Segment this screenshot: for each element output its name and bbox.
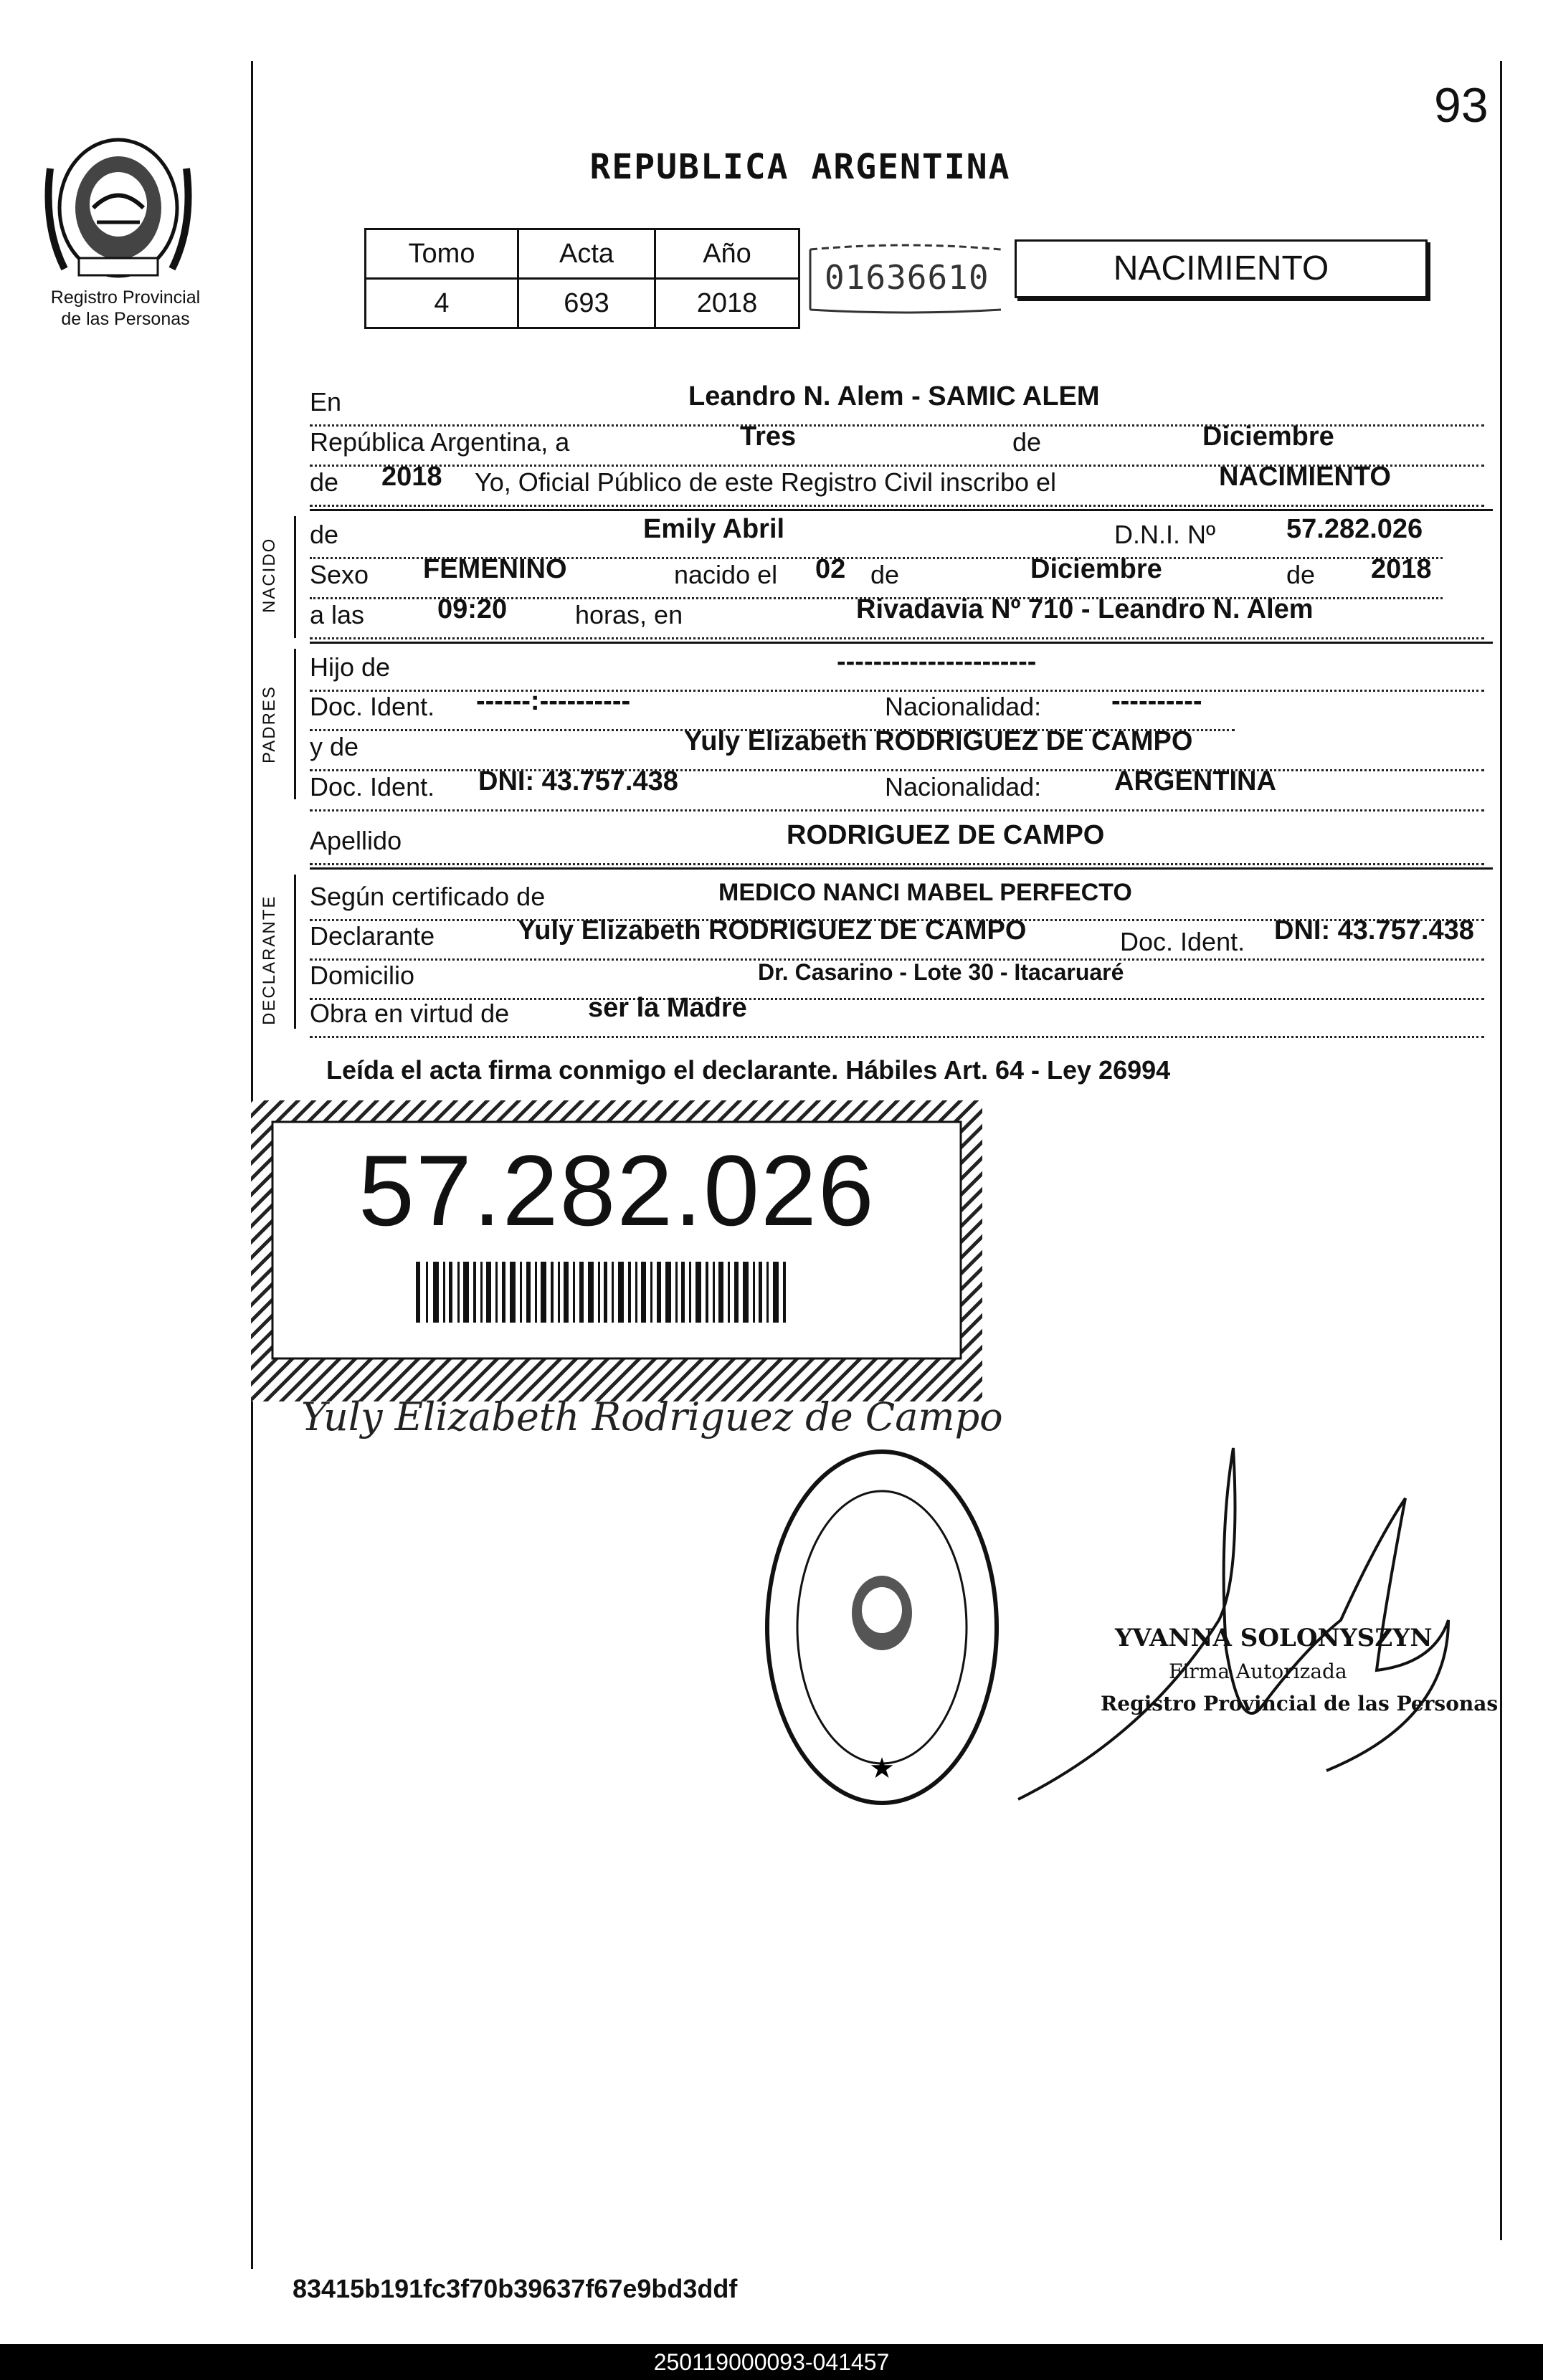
declarant-doc: DNI: 43.757.438	[1274, 915, 1474, 946]
day-value: Tres	[740, 422, 797, 452]
surname-value: RODRIGUEZ DE CAMPO	[787, 820, 1105, 850]
born-day: 02	[815, 554, 846, 584]
divider	[310, 867, 1493, 870]
born-month: Diciembre	[1030, 554, 1162, 584]
declarant-name: Yuly Elizabeth RODRIGUEZ DE CAMPO	[518, 915, 1027, 946]
location-value: Leandro N. Alem - SAMIC ALEM	[688, 381, 1100, 411]
place-value: Rivadavia Nº 710 - Leandro N. Alem	[856, 594, 1314, 624]
value-tomo: 4	[366, 279, 518, 328]
right-margin-line	[1500, 61, 1502, 2240]
closing-note: Leída el acta firma conmigo el declarante. Hábiles Art. 64 - Ley 26994	[326, 1055, 1171, 1085]
row-hijo: Hijo de ----------------------	[310, 652, 1484, 692]
value-anio: 2018	[655, 279, 799, 328]
father-name: ----------------------	[837, 647, 1037, 677]
row-doc1: Doc. Ident. ------:---------- Nacionalidad: ----------	[310, 692, 1235, 731]
row-nacido-sex: Sexo FEMENINO nacido el 02 de Diciembre de 2018	[310, 560, 1443, 599]
row-cert: Según certificado de MEDICO NANCI MABEL PERFECTO	[310, 882, 1484, 921]
divider	[310, 509, 1493, 511]
row-nacido-time: a las 09:20 horas, en Rivadavia Nº 710 - Leandro N. Alem	[310, 600, 1484, 639]
declarant-signature: Yuly Elizabeth Rodriguez de Campo	[301, 1394, 1003, 1439]
delegation-seal-icon	[753, 1441, 1011, 1814]
official-name: YVANNA SOLONYSZYN	[1115, 1624, 1433, 1652]
nacido-bracket	[294, 516, 296, 638]
row-nacido-name: de Emily Abril D.N.I. Nº 57.282.026	[310, 520, 1443, 559]
year-value: 2018	[381, 462, 442, 492]
org-name: Registro Provincial de las Personas	[50, 287, 201, 329]
time-value: 09:20	[437, 594, 508, 624]
header-tomo: Tomo	[366, 229, 518, 279]
divider	[310, 642, 1493, 644]
document-code-bar: 250119000093-041457	[0, 2344, 1543, 2380]
child-name: Emily Abril	[643, 514, 785, 544]
page-number: 93	[1434, 78, 1489, 133]
inscribo-value: NACIMIENTO	[1219, 462, 1391, 492]
svg-text:★: ★	[869, 1752, 895, 1785]
document-hash: 83415b191fc3f70b39637f67e9bd3ddf	[293, 2274, 738, 2303]
row-domicilio: Domicilio Dr. Casarino - Lote 30 - Itacaruaré	[310, 961, 1484, 1000]
sex-value: FEMENINO	[423, 554, 567, 584]
official-org: Registro Provincial de las Personas	[1101, 1692, 1499, 1715]
padres-bracket	[294, 649, 296, 799]
official-role: Firma Autorizada	[1169, 1660, 1347, 1683]
row-yde: y de Yuly Elizabeth RODRIGUEZ DE CAMPO	[310, 732, 1484, 771]
row-inscribo: de 2018 Yo, Oficial Público de este Registro Civil inscribo el NACIMIENTO	[310, 467, 1484, 507]
row-doc2: Doc. Ident. DNI: 43.757.438 Nacionalidad: ARGENTINA	[310, 772, 1484, 811]
mother-name: Yuly Elizabeth RODRIGUEZ DE CAMPO	[684, 726, 1193, 756]
serial-number: 01636610	[825, 258, 989, 297]
mother-nationality: ARGENTINA	[1114, 766, 1276, 796]
address-value: Dr. Casarino - Lote 30 - Itacaruaré	[758, 959, 1124, 985]
cert-value: MEDICO NANCI MABEL PERFECTO	[718, 879, 1132, 906]
row-obra: Obra en virtud de ser la Madre	[310, 999, 1484, 1038]
born-year: 2018	[1371, 554, 1432, 584]
dni-stamp-number: 57.282.026	[359, 1134, 875, 1247]
father-nationality: ----------	[1111, 686, 1202, 716]
capacity-value: ser la Madre	[588, 993, 747, 1023]
child-dni: 57.282.026	[1286, 514, 1423, 544]
section-nacido: NACIDO	[260, 537, 279, 613]
value-acta: 693	[518, 279, 655, 328]
declarante-bracket	[294, 875, 296, 1029]
row-apellido: Apellido RODRIGUEZ DE CAMPO	[310, 826, 1484, 865]
record-type-box: NACIMIENTO	[1015, 239, 1428, 298]
month-value: Diciembre	[1202, 422, 1334, 452]
mother-doc: DNI: 43.757.438	[478, 766, 678, 796]
row-en: En Leandro N. Alem - SAMIC ALEM	[310, 387, 1484, 427]
father-doc: ------:----------	[476, 686, 631, 716]
document-title: REPUBLICA ARGENTINA	[589, 147, 1011, 187]
row-declarante: Declarante Yuly Elizabeth RODRIGUEZ DE CAMPO Doc. Ident. DNI: 43.757.438	[310, 921, 1484, 961]
header-anio: Año	[655, 229, 799, 279]
section-declarante: DECLARANTE	[260, 895, 279, 1025]
header-acta: Acta	[518, 229, 655, 279]
row-republica: República Argentina, a Tres de Diciembre	[310, 427, 1484, 467]
record-table	[364, 228, 800, 329]
section-padres: PADRES	[260, 685, 279, 763]
